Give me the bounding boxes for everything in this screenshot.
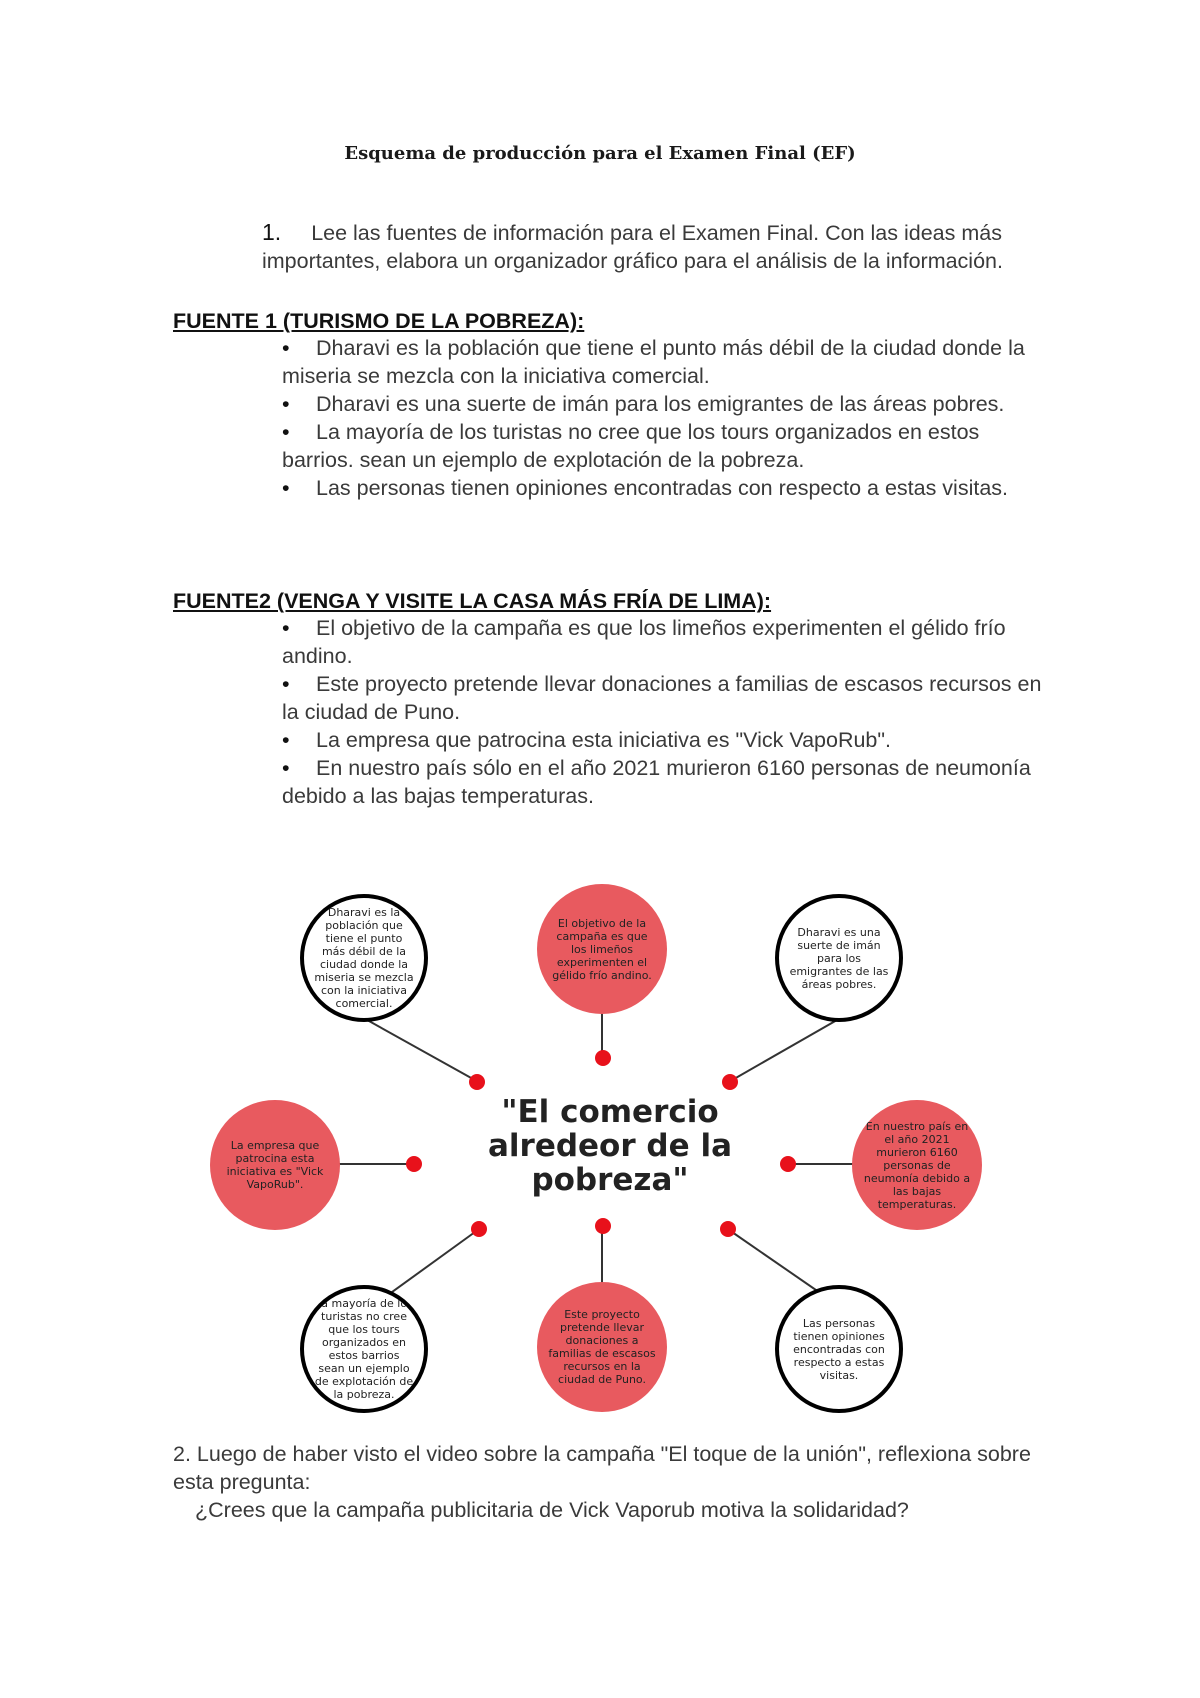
connector-dot xyxy=(595,1050,611,1066)
bullet-glyph: • xyxy=(282,392,290,416)
document-title: Esquema de producción para el Examen Final (EF) xyxy=(344,143,856,164)
list-item: • La empresa que patrocina esta iniciativa es "Vick VapoRub". xyxy=(282,728,891,752)
node-right: En nuestro país en el año 2021 murieron 6160 personas de neumonía debido a las bajas temperaturas. xyxy=(852,1100,982,1230)
node-bottom: Este proyecto pretende llevar donaciones a familias de escasos recursos en la ciudad de Puno. xyxy=(537,1282,667,1412)
question-2-text: 2. Luego de haber visto el video sobre la campaña "El toque de la unión", reflexiona sobre esta pregunta: xyxy=(173,1442,1031,1494)
question-1-number: 1. xyxy=(262,219,282,245)
list-item: • Este proyecto pretende llevar donaciones a familias de escasos recursos en la ciudad de Puno. xyxy=(282,672,1042,724)
connector-dot xyxy=(406,1156,422,1172)
bullet-glyph: • xyxy=(282,336,290,360)
fuente-2-heading: FUENTE2 (VENGA Y VISITE LA CASA MÁS FRÍA DE LIMA): xyxy=(173,589,772,613)
node-bottom-left: La mayoría de los turistas no cree que los tours organizados en estos barrios sean un ejemplo de explotación de la pobreza. xyxy=(300,1285,428,1413)
connector-line xyxy=(734,1016,844,1079)
diagram-center-title: "El comercio alredeor de la pobreza" xyxy=(487,1094,732,1198)
node-top: El objetivo de la campaña es que los limeños experimenten el gélido frío andino. xyxy=(537,884,667,1014)
bullet-glyph: • xyxy=(282,728,290,752)
question-1-text: Lee las fuentes de información para el Examen Final. Con las ideas más importantes, elabora un organizador gráfico para el análisis de la información. xyxy=(262,221,1003,273)
list-item: • Dharavi es la población que tiene el punto más débil de la ciudad donde la miseria se mezcla con la iniciativa comercial. xyxy=(282,336,1025,388)
fuente-1-heading: FUENTE 1 (TURISMO DE LA POBREZA): xyxy=(173,309,585,333)
node-top-left: Dharavi es la población que tiene el punto más débil de la ciudad donde la miseria se mezcla con la iniciativa comercial. xyxy=(300,894,428,1022)
connector-dot xyxy=(471,1221,487,1237)
graphic-organizer xyxy=(220,890,1000,1410)
node-bottom-right: Las personas tienen opiniones encontradas con respecto a estas visitas. xyxy=(775,1285,903,1413)
bullet-glyph: • xyxy=(282,476,290,500)
connector-dot xyxy=(720,1221,736,1237)
list-item: • Las personas tienen opiniones encontradas con respecto a estas visitas. xyxy=(282,476,1009,500)
connector-dot xyxy=(595,1218,611,1234)
connector-dot xyxy=(780,1156,796,1172)
list-item: • El objetivo de la campaña es que los limeños experimenten el gélido frío andino. xyxy=(282,616,1006,668)
node-top-right: Dharavi es una suerte de imán para los emigrantes de las áreas pobres. xyxy=(775,894,903,1022)
connector-line xyxy=(360,1016,473,1079)
fuente-2-list xyxy=(282,614,1042,810)
connector-dot xyxy=(469,1074,485,1090)
question-2-question: ¿Crees que la campaña publicitaria de Vick Vaporub motiva la solidaridad? xyxy=(195,1498,909,1522)
node-left: La empresa que patrocina esta iniciativa es "Vick VapoRub". xyxy=(210,1100,340,1230)
bullet-glyph: • xyxy=(282,756,290,780)
question-2 xyxy=(173,1440,1053,1524)
fuente-1-list xyxy=(282,334,1042,502)
list-item: • En nuestro país sólo en el año 2021 murieron 6160 personas de neumonía debido a las bajas temperaturas. xyxy=(282,756,1031,808)
list-item: • Dharavi es una suerte de imán para los emigrantes de las áreas pobres. xyxy=(282,392,1005,416)
list-item: • La mayoría de los turistas no cree que los tours organizados en estos barrios. sean un ejemplo de explotación de la pobreza. xyxy=(282,420,980,472)
bullet-glyph: • xyxy=(282,672,290,696)
question-1 xyxy=(262,218,1022,275)
connector-dot xyxy=(722,1074,738,1090)
bullet-glyph: • xyxy=(282,420,290,444)
bullet-glyph: • xyxy=(282,616,290,640)
